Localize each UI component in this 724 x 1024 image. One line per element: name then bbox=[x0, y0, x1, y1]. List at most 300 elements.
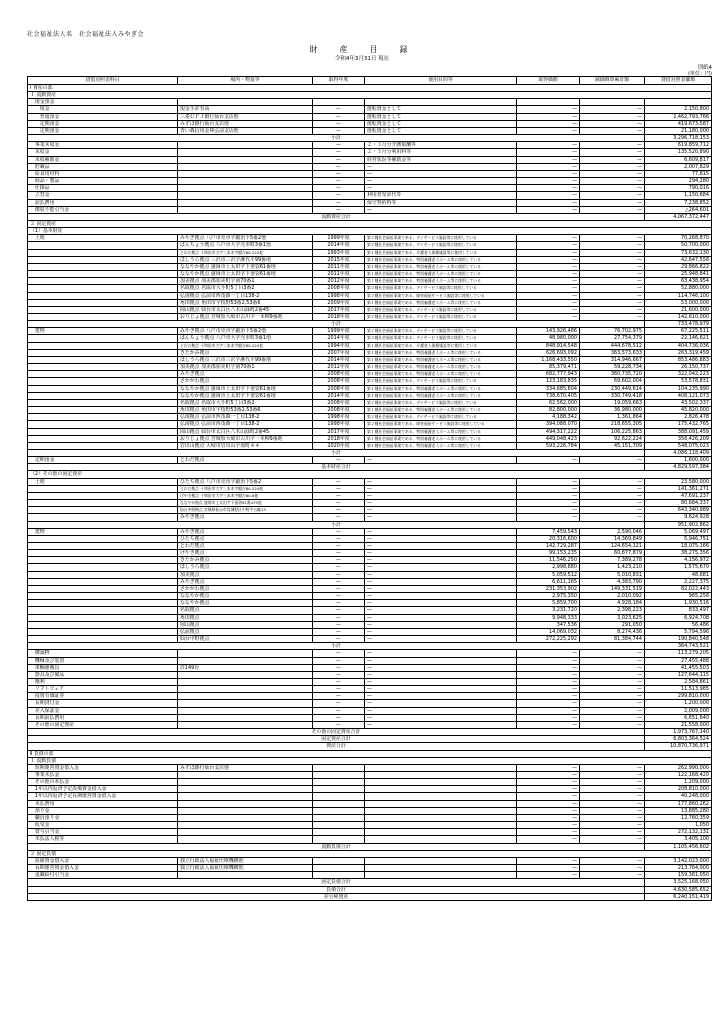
subtotal-value: 733,478,979 bbox=[645, 321, 712, 328]
depreciation-cell: — bbox=[580, 492, 645, 499]
table-row bbox=[28, 349, 712, 356]
book-value-cell: 142,610,000 bbox=[645, 314, 712, 321]
book-value-cell: 73,632,130 bbox=[645, 249, 712, 256]
purpose-cell: 利用者受診代等 bbox=[365, 192, 517, 199]
account-cell: 設備資金借入金 bbox=[28, 857, 178, 864]
location-cell bbox=[178, 678, 313, 685]
book-value-cell: 113,279,205 bbox=[645, 650, 712, 657]
account-cell bbox=[28, 550, 178, 557]
depreciation-cell: 4,383,790 bbox=[580, 578, 645, 585]
account-cell bbox=[28, 621, 178, 628]
acquisition-year-cell: 2014年度 bbox=[313, 392, 365, 399]
table-row bbox=[28, 99, 712, 106]
depreciation-cell: — bbox=[580, 271, 645, 278]
purpose-cell: 保守契約料等 bbox=[365, 199, 517, 206]
book-value-cell: 3,142,023,000 bbox=[645, 857, 712, 864]
book-value-cell: 21,180,000 bbox=[645, 127, 712, 134]
account-cell bbox=[28, 614, 178, 621]
acquisition-cost-cell: 738,670,405 bbox=[517, 392, 580, 399]
location-cell: 三菱ＵＦＪ銀行仙台支店他 bbox=[178, 113, 313, 120]
unit-label: (単位：円) bbox=[688, 71, 712, 77]
location-cell bbox=[178, 99, 313, 106]
location-cell: ななやか拠点 盛岡市上太田字下釜袋61番地 bbox=[178, 385, 313, 392]
depreciation-cell: 81,384,744 bbox=[580, 636, 645, 643]
depreciation-cell: 59,228,734 bbox=[580, 364, 645, 371]
purpose-cell: 運転資金として bbox=[365, 120, 517, 127]
subtotal-label: 固定資産合計 bbox=[28, 736, 645, 743]
acquisition-cost-cell: — bbox=[517, 764, 580, 771]
acquisition-cost-cell: — bbox=[517, 779, 580, 786]
acquisition-year-cell: — bbox=[313, 664, 365, 671]
subtotal-row bbox=[28, 449, 712, 456]
acquisition-year-cell: 2011年度 bbox=[313, 263, 365, 270]
acquisition-year-cell: 2015年度 bbox=[313, 256, 365, 263]
subtotal-value: 6,240,151,419 bbox=[645, 893, 712, 900]
acquisition-year-cell: 2008年度 bbox=[313, 285, 365, 292]
acquisition-cost-cell: — bbox=[517, 693, 580, 700]
account-cell bbox=[28, 593, 178, 600]
acquisition-year-cell: — bbox=[313, 457, 365, 464]
table-row bbox=[28, 600, 712, 607]
account-cell: 商品・製品 bbox=[28, 178, 178, 185]
acquisition-year-cell: 2014年度 bbox=[313, 335, 365, 342]
subtotal-row bbox=[28, 729, 712, 736]
book-value-cell: 23,580,000 bbox=[645, 478, 712, 485]
location-cell bbox=[178, 793, 313, 800]
acquisition-cost-cell: — bbox=[517, 185, 580, 192]
location-cell bbox=[178, 772, 313, 779]
section-heading: ２ 固定資産 bbox=[28, 220, 712, 227]
account-cell: 給食用材料 bbox=[28, 170, 178, 177]
depreciation-cell: — bbox=[580, 185, 645, 192]
book-value-cell: 1,600,000 bbox=[645, 457, 712, 464]
table-row bbox=[28, 299, 712, 306]
purpose-cell: — bbox=[365, 528, 517, 535]
purpose-cell: 第１種社会福祉事業である、特別養護老人ホーム等に使用している bbox=[365, 371, 517, 378]
purpose-cell: — bbox=[365, 721, 517, 728]
subtotal-row bbox=[28, 135, 712, 142]
purpose-cell: — bbox=[365, 686, 517, 693]
account-cell bbox=[28, 285, 178, 292]
acquisition-year-cell bbox=[313, 793, 365, 800]
location-cell: ぱんちょう拠点 八戸市大字売市町3番1他 bbox=[178, 242, 313, 249]
acquisition-cost-cell: — bbox=[517, 120, 580, 127]
purpose-cell: 第２種社会福祉事業である、デイサービス施設等に使用している bbox=[365, 306, 517, 313]
depreciation-cell: 2,398,223 bbox=[580, 607, 645, 614]
location-cell: 独立行政法人福祉医療機構他 bbox=[178, 857, 313, 864]
acquisition-cost-cell: — bbox=[517, 192, 580, 199]
table-row bbox=[28, 528, 712, 535]
book-value-cell: 47,691,237 bbox=[645, 492, 712, 499]
account-cell: 建物 bbox=[28, 528, 178, 535]
depreciation-cell: — bbox=[580, 764, 645, 771]
acquisition-year-cell: 2008年度 bbox=[313, 385, 365, 392]
acquisition-year-cell: — bbox=[313, 678, 365, 685]
depreciation-cell: 3,023,625 bbox=[580, 614, 645, 621]
acquisition-cost-cell: 5,859,700 bbox=[517, 600, 580, 607]
book-value-cell: 127,644,115 bbox=[645, 671, 712, 678]
acquisition-cost-cell: — bbox=[517, 714, 580, 721]
acquisition-cost-cell: 14,069,032 bbox=[517, 628, 580, 635]
asset-inventory-table bbox=[27, 76, 712, 901]
depreciation-cell: — bbox=[580, 786, 645, 793]
acquisition-year-cell: — bbox=[313, 550, 365, 557]
book-value-cell: 1,930,516 bbox=[645, 600, 712, 607]
location-cell: みずほ銀行仙台支店他 bbox=[178, 120, 313, 127]
acquisition-cost-cell: 2,998,880 bbox=[517, 564, 580, 571]
purpose-cell: — bbox=[365, 185, 517, 192]
acquisition-year-cell: — bbox=[313, 650, 365, 657]
depreciation-cell: — bbox=[580, 113, 645, 120]
depreciation-cell: — bbox=[580, 314, 645, 321]
acquisition-cost-cell: 347,536 bbox=[517, 621, 580, 628]
purpose-cell bbox=[365, 807, 517, 814]
acquisition-cost-cell: — bbox=[517, 142, 580, 149]
depreciation-cell: — bbox=[580, 872, 645, 879]
location-cell bbox=[178, 149, 313, 156]
acquisition-cost-cell: — bbox=[517, 299, 580, 306]
subtotal-value: 364,743,521 bbox=[645, 643, 712, 650]
purpose-cell: 第１種社会福祉事業である、特別養護老人ホーム等に使用している bbox=[365, 407, 517, 414]
section-heading-row bbox=[28, 228, 712, 235]
subtotal-value: 1,105,456,602 bbox=[645, 843, 712, 850]
account-cell bbox=[28, 628, 178, 635]
location-cell: 岡山拠点 仙台市太白区八木山緑町2番45 bbox=[178, 306, 313, 313]
book-value-cell: 1,209,000 bbox=[645, 779, 712, 786]
book-value-cell: 5,946,751 bbox=[645, 535, 712, 542]
book-value-cell: 18,075,166 bbox=[645, 543, 712, 550]
document-title: 財 産 目 録 bbox=[309, 45, 415, 54]
location-cell bbox=[178, 829, 313, 836]
depreciation-cell: — bbox=[580, 170, 645, 177]
account-cell: 1年以内返済予定長期運営資金借入金 bbox=[28, 793, 178, 800]
table-row bbox=[28, 242, 712, 249]
purpose-cell: 第１種社会福祉事業である、特別養護老人ホーム等に使用している bbox=[365, 385, 517, 392]
purpose-cell: — bbox=[365, 628, 517, 635]
location-cell: ひたち拠点 bbox=[178, 535, 313, 542]
acquisition-year-cell: — bbox=[313, 199, 365, 206]
book-value-cell: 213,764,000 bbox=[645, 865, 712, 872]
depreciation-cell: 218,655,305 bbox=[580, 421, 645, 428]
book-value-cell: 1,150,684 bbox=[645, 192, 712, 199]
depreciation-cell: 92,622,224 bbox=[580, 435, 645, 442]
location-cell bbox=[178, 163, 313, 170]
purpose-cell bbox=[365, 814, 517, 821]
acquisition-year-cell: 2008年度 bbox=[313, 407, 365, 414]
table-row bbox=[28, 142, 712, 149]
table-row bbox=[28, 764, 712, 771]
account-cell bbox=[28, 249, 178, 256]
book-value-cell: 175,432,765 bbox=[645, 421, 712, 428]
table-row bbox=[28, 335, 712, 342]
book-value-cell: 42,647,558 bbox=[645, 256, 712, 263]
subtotal-row bbox=[28, 886, 712, 893]
location-cell: 加美拠点 加美郡加美町宇南70番1 bbox=[178, 278, 313, 285]
depreciation-cell: 149,331,519 bbox=[580, 585, 645, 592]
acquisition-cost-cell: — bbox=[517, 206, 580, 213]
purpose-cell: — bbox=[365, 178, 517, 185]
depreciation-cell: 314,946,667 bbox=[580, 356, 645, 363]
book-value-cell: 56,486 bbox=[645, 621, 712, 628]
acquisition-year-cell: — bbox=[313, 721, 365, 728]
purpose-cell: — bbox=[365, 607, 517, 614]
acquisition-cost-cell: — bbox=[517, 242, 580, 249]
acquisition-cost-cell: 3,231,720 bbox=[517, 607, 580, 614]
book-value-cell: 177,860,262 bbox=[645, 800, 712, 807]
account-cell bbox=[28, 292, 178, 299]
subtotal-row bbox=[28, 213, 712, 220]
acquisition-cost-cell: — bbox=[517, 800, 580, 807]
depreciation-cell: — bbox=[580, 671, 645, 678]
account-cell: 職員預り金 bbox=[28, 814, 178, 821]
table-row bbox=[28, 492, 712, 499]
book-value-cell: 2,462,793,766 bbox=[645, 113, 712, 120]
purpose-cell: — bbox=[365, 543, 517, 550]
book-value-cell: 41,455,503 bbox=[645, 664, 712, 671]
location-cell: 岩出山拠点 大崎市岩出山字南町４４ bbox=[178, 442, 313, 449]
account-cell bbox=[28, 485, 178, 492]
location-cell: みやぎ拠点 bbox=[178, 371, 313, 378]
table-row bbox=[28, 392, 712, 399]
table-row bbox=[28, 664, 712, 671]
purpose-cell: 第２種社会福祉事業である、障害福祉サービス施設等に使用している bbox=[365, 292, 517, 299]
location-cell bbox=[178, 822, 313, 829]
purpose-cell: 第２種社会福祉事業である、デイサービス施設等に使用している bbox=[365, 285, 517, 292]
depreciation-cell bbox=[580, 99, 645, 106]
purpose-cell bbox=[365, 829, 517, 836]
purpose-cell bbox=[365, 99, 517, 106]
acquisition-year-cell: — bbox=[313, 170, 365, 177]
book-value-cell: 833,497 bbox=[645, 607, 712, 614]
book-value-cell: 2,584,861 bbox=[645, 678, 712, 685]
depreciation-cell: — bbox=[580, 306, 645, 313]
book-value-cell: 1,050 bbox=[645, 822, 712, 829]
depreciation-cell: — bbox=[580, 514, 645, 521]
book-value-cell: 141,361,271 bbox=[645, 485, 712, 492]
purpose-cell: — bbox=[365, 535, 517, 542]
purpose-cell: 第１種社会福祉事業である、特別養護老人ホーム等に使用している bbox=[365, 278, 517, 285]
location-cell: きたかみ拠点 bbox=[178, 349, 313, 356]
acquisition-cost-cell: — bbox=[517, 285, 580, 292]
subtotal-label: 固定負債合計 bbox=[28, 879, 645, 886]
account-cell: 現金預金 bbox=[28, 99, 178, 106]
depreciation-cell: 360,735,720 bbox=[580, 371, 645, 378]
table-row bbox=[28, 557, 712, 564]
purpose-cell bbox=[365, 779, 517, 786]
acquisition-cost-cell: 334,685,604 bbox=[517, 385, 580, 392]
purpose-cell: 第２種社会福祉事業である、障害福祉サービス施設等に使用している bbox=[365, 421, 517, 428]
book-value-cell: 53,578,831 bbox=[645, 378, 712, 385]
location-cell: 弘南拠点 弘前市西茂森一丁目138-2 bbox=[178, 421, 313, 428]
table-row bbox=[28, 628, 712, 635]
depreciation-cell: — bbox=[580, 779, 645, 786]
purpose-cell: 第２種社会福祉事業である、デイサービス施設等に使用している bbox=[365, 235, 517, 242]
annex-label: 別紙4 bbox=[697, 65, 712, 71]
acquisition-cost-cell: — bbox=[517, 657, 580, 664]
table-row bbox=[28, 872, 712, 879]
depreciation-cell: 124,654,121 bbox=[580, 543, 645, 550]
acquisition-year-cell: — bbox=[313, 671, 365, 678]
depreciation-cell: — bbox=[580, 242, 645, 249]
account-cell bbox=[28, 371, 178, 378]
acquisition-cost-cell: — bbox=[517, 507, 580, 514]
location-cell bbox=[178, 800, 313, 807]
purpose-cell: — bbox=[365, 492, 517, 499]
location-cell: とわだ拠点 十和田市大字三本木字稲吉80-224他 bbox=[178, 485, 313, 492]
acquisition-cost-cell: — bbox=[517, 707, 580, 714]
location-cell: ほしうら拠点 bbox=[178, 564, 313, 571]
location-cell bbox=[178, 700, 313, 707]
table-row bbox=[28, 593, 712, 600]
subtotal-label: 負債合計 bbox=[28, 886, 645, 893]
book-value-cell: 2,009,000 bbox=[645, 707, 712, 714]
depreciation-cell: 363,573,633 bbox=[580, 349, 645, 356]
acquisition-year-cell bbox=[313, 772, 365, 779]
acquisition-year-cell: — bbox=[313, 593, 365, 600]
table-row bbox=[28, 707, 712, 714]
purpose-cell: ２・３月分利用料等 bbox=[365, 149, 517, 156]
acquisition-cost-cell: 9,948,333 bbox=[517, 614, 580, 621]
acquisition-year-cell: — bbox=[313, 149, 365, 156]
depreciation-cell: — bbox=[580, 263, 645, 270]
location-cell: 仙台中野拠点 bbox=[178, 636, 313, 643]
purpose-cell bbox=[365, 764, 517, 771]
acquisition-cost-cell: 6,611,165 bbox=[517, 578, 580, 585]
subtotal-row bbox=[28, 893, 712, 900]
table-row bbox=[28, 149, 712, 156]
book-value-cell: 208,810,000 bbox=[645, 786, 712, 793]
acquisition-cost-cell: 142,729,287 bbox=[517, 543, 580, 550]
subtotal-row bbox=[28, 736, 712, 743]
subtotal-label: 小計 bbox=[28, 521, 645, 528]
book-value-cell: 7,238,852 bbox=[645, 199, 712, 206]
table-row bbox=[28, 342, 712, 349]
subtotal-label: 小計 bbox=[28, 321, 645, 328]
acquisition-year-cell: 1998年度 bbox=[313, 414, 365, 421]
book-value-cell: 12,760,359 bbox=[645, 814, 712, 821]
book-value-cell: 294,280 bbox=[645, 178, 712, 185]
acquisition-year-cell: 1999年度 bbox=[313, 235, 365, 242]
location-cell: みやぎ拠点 八戸市売市字鍛治下5番2他 bbox=[178, 328, 313, 335]
table-row bbox=[28, 278, 712, 285]
location-cell bbox=[178, 707, 313, 714]
table-row bbox=[28, 865, 712, 872]
depreciation-cell: — bbox=[580, 120, 645, 127]
table-row bbox=[28, 378, 712, 385]
location-cell: 岡山拠点 bbox=[178, 621, 313, 628]
depreciation-cell: — bbox=[580, 829, 645, 836]
account-cell bbox=[28, 607, 178, 614]
book-value-cell: 9,624,928 bbox=[645, 514, 712, 521]
location-cell: 角田拠点 bbox=[178, 614, 313, 621]
acquisition-cost-cell: — bbox=[517, 457, 580, 464]
acquisition-year-cell: — bbox=[313, 543, 365, 550]
book-value-cell: 21,558,000 bbox=[645, 721, 712, 728]
location-cell bbox=[178, 156, 313, 163]
book-value-cell: 2,150,800 bbox=[645, 106, 712, 113]
depreciation-cell: 19,059,663 bbox=[580, 399, 645, 406]
acquisition-cost-cell: 2,975,350 bbox=[517, 593, 580, 600]
depreciation-cell: — bbox=[580, 650, 645, 657]
column-header: 貸借対照表科目 bbox=[28, 77, 178, 85]
subtotal-value: 4,067,372,447 bbox=[645, 213, 712, 220]
depreciation-cell: — bbox=[580, 678, 645, 685]
purpose-cell: — bbox=[365, 163, 517, 170]
depreciation-cell: — bbox=[580, 807, 645, 814]
account-cell: 未収金 bbox=[28, 149, 178, 156]
acquisition-year-cell: — bbox=[313, 206, 365, 213]
acquisition-year-cell: — bbox=[313, 564, 365, 571]
acquisition-cost-cell: 4,188,342 bbox=[517, 414, 580, 421]
account-cell bbox=[28, 335, 178, 342]
acquisition-year-cell: — bbox=[313, 621, 365, 628]
acquisition-cost-cell: — bbox=[517, 271, 580, 278]
account-cell: 未払法人税等 bbox=[28, 836, 178, 843]
table-row bbox=[28, 793, 712, 800]
depreciation-cell: 2,010,092 bbox=[580, 593, 645, 600]
purpose-cell bbox=[365, 857, 517, 864]
acquisition-year-cell: — bbox=[313, 607, 365, 614]
account-cell bbox=[28, 514, 178, 521]
table-row bbox=[28, 249, 712, 256]
location-cell: みやぎ拠点 bbox=[178, 528, 313, 535]
location-cell: ぱんちょう拠点 八戸市大字売市町3番1他 bbox=[178, 335, 313, 342]
purpose-cell bbox=[365, 800, 517, 807]
purpose-cell: — bbox=[365, 485, 517, 492]
table-row bbox=[28, 356, 712, 363]
acquisition-year-cell: 1994年度 bbox=[313, 342, 365, 349]
acquisition-cost-cell: — bbox=[517, 256, 580, 263]
section-heading: １ 流動資産 bbox=[28, 92, 712, 99]
table-row bbox=[28, 478, 712, 485]
book-value-cell: 408,121,073 bbox=[645, 392, 712, 399]
table-row bbox=[28, 814, 712, 821]
purpose-cell: 第２種社会福祉事業である、デイサービス施設等に使用している bbox=[365, 335, 517, 342]
purpose-cell: 第１種社会福祉事業である、介護老人保健施設等に使用している bbox=[365, 249, 517, 256]
purpose-cell: — bbox=[365, 621, 517, 628]
depreciation-cell: 444,678,512 bbox=[580, 342, 645, 349]
depreciation-cell: — bbox=[580, 192, 645, 199]
depreciation-cell: 106,225,863 bbox=[580, 428, 645, 435]
depreciation-cell: — bbox=[580, 256, 645, 263]
purpose-cell: 第１種社会福祉事業である、特別養護老人ホーム等に使用している bbox=[365, 299, 517, 306]
account-cell: 未払費用 bbox=[28, 800, 178, 807]
purpose-cell: — bbox=[365, 571, 517, 578]
table-row bbox=[28, 457, 712, 464]
acquisition-cost-cell: — bbox=[517, 170, 580, 177]
table-row bbox=[28, 127, 712, 134]
account-cell bbox=[28, 414, 178, 421]
acquisition-year-cell bbox=[313, 865, 365, 872]
book-value-cell: 122,168,420 bbox=[645, 772, 712, 779]
depreciation-cell: — bbox=[580, 299, 645, 306]
purpose-cell: 第２種社会福祉事業である、デイサービス施設等に使用している bbox=[365, 399, 517, 406]
book-value-cell: 262,990,000 bbox=[645, 764, 712, 771]
acquisition-year-cell: 2020年度 bbox=[313, 442, 365, 449]
table-row bbox=[28, 714, 712, 721]
location-cell bbox=[178, 872, 313, 879]
book-value-cell: 63,438,954 bbox=[645, 278, 712, 285]
book-value-cell: 2,826,478 bbox=[645, 414, 712, 421]
book-value-cell: 404,736,036 bbox=[645, 342, 712, 349]
purpose-cell: 第１種社会福祉事業である、特別養護老人ホーム等に使用している bbox=[365, 263, 517, 270]
book-value-cell: 6,609,817 bbox=[645, 156, 712, 163]
table-row bbox=[28, 543, 712, 550]
acquisition-year-cell: — bbox=[313, 600, 365, 607]
location-cell: 角田拠点 角田市字枝野53番2,53番6 bbox=[178, 299, 313, 306]
depreciation-cell: — bbox=[580, 235, 645, 242]
account-cell bbox=[28, 442, 178, 449]
